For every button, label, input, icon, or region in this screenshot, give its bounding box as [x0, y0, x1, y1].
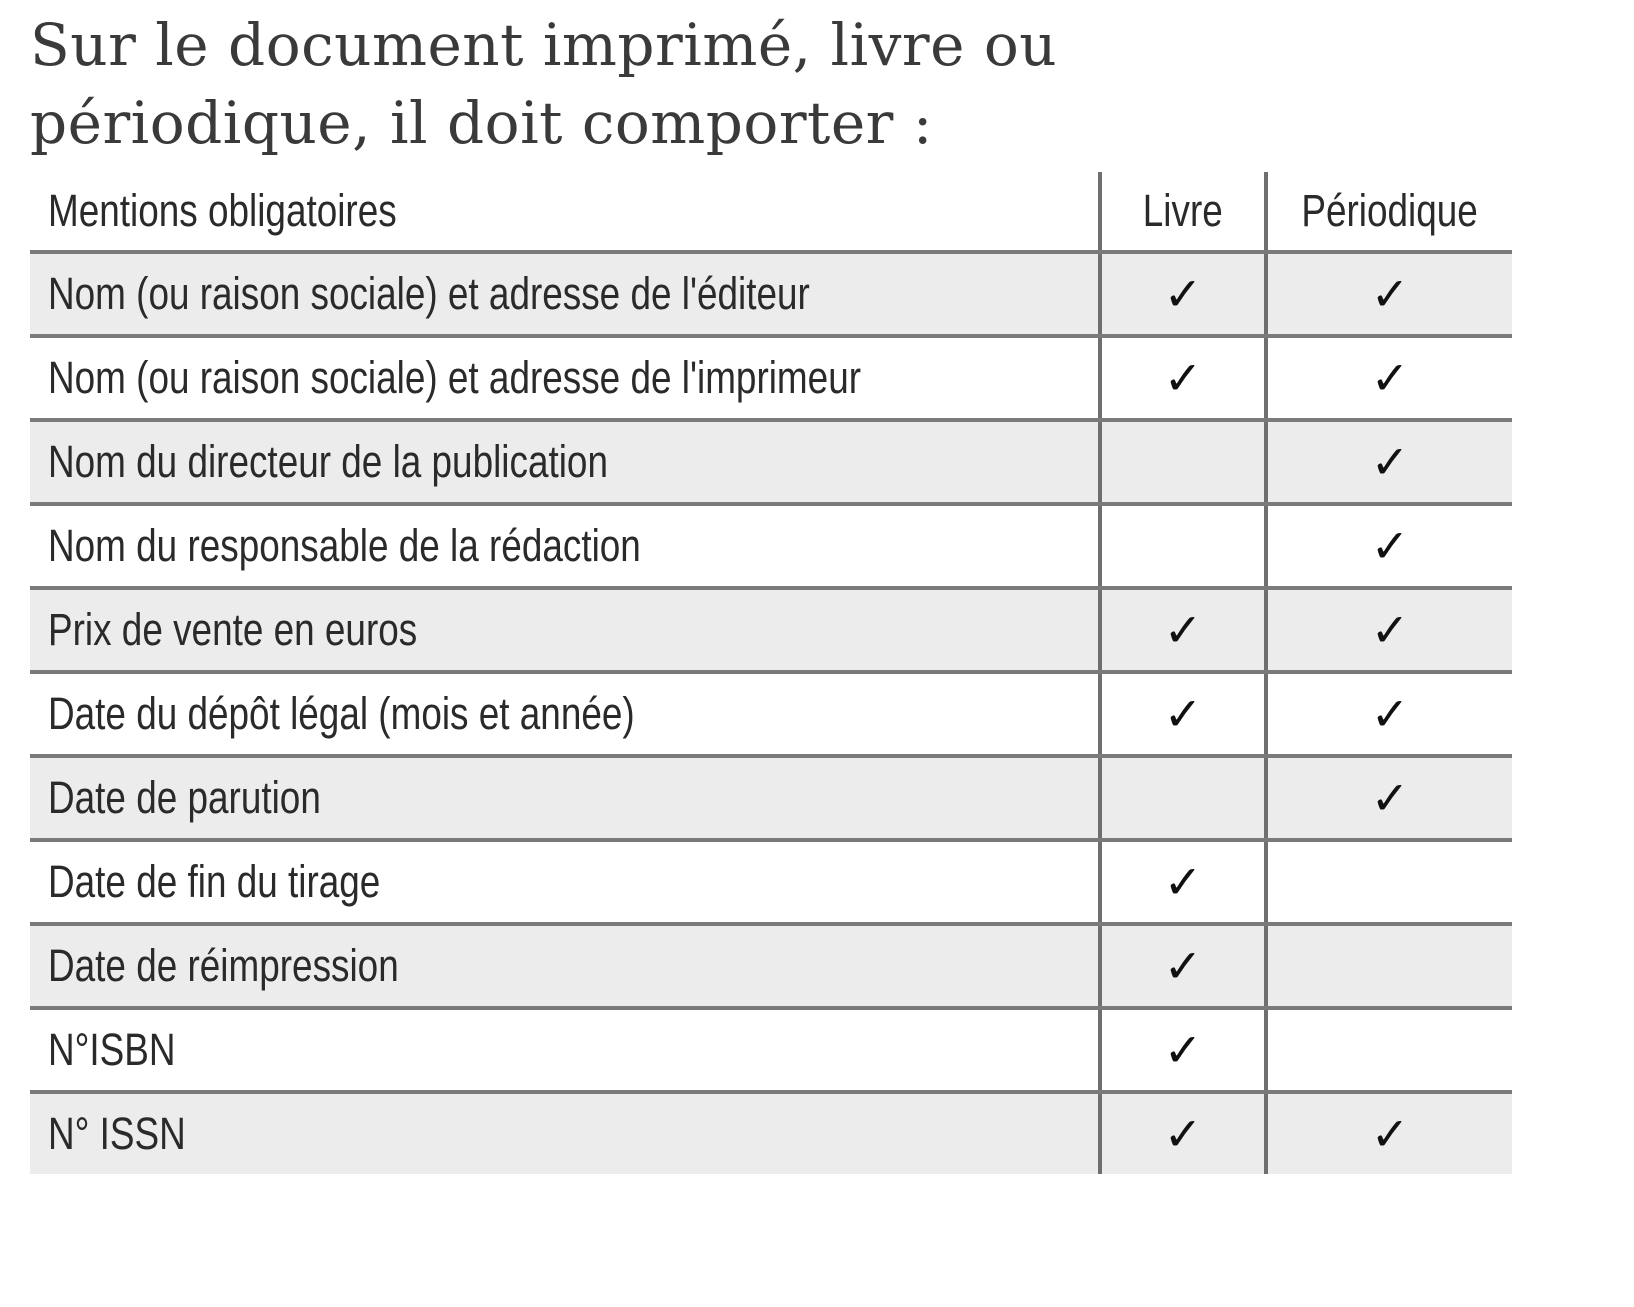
table-row: Nom (ou raison sociale) et adresse de l'imprimeur ✓ ✓ — [30, 338, 1512, 418]
table-row: N° ISSN ✓ ✓ — [30, 1094, 1512, 1174]
table-row: Date de parution ✓ — [30, 758, 1512, 838]
check-icon: ✓ — [1163, 1107, 1203, 1161]
header-livre: Livre — [1098, 172, 1264, 250]
check-icon: ✓ — [1370, 1107, 1410, 1161]
check-icon: ✓ — [1370, 519, 1410, 573]
table-row: Date de fin du tirage ✓ — [30, 842, 1512, 922]
table-row: Nom du responsable de la rédaction ✓ — [30, 506, 1512, 586]
title-line-1: Sur le document imprimé, livre ou — [30, 11, 1058, 79]
header-mentions: Mentions obligatoires — [48, 185, 397, 236]
check-icon: ✓ — [1370, 267, 1410, 321]
check-icon: ✓ — [1163, 1023, 1203, 1077]
title-line-2: périodique, il doit comporter : — [30, 89, 933, 157]
check-icon: ✓ — [1370, 771, 1410, 825]
page-title — [30, 6, 1057, 162]
check-icon: ✓ — [1370, 435, 1410, 489]
table-header-row — [30, 172, 1512, 250]
table-row: Nom (ou raison sociale) et adresse de l'éditeur ✓ ✓ — [30, 254, 1512, 334]
table-row: Nom du directeur de la publication ✓ — [30, 422, 1512, 502]
check-icon: ✓ — [1163, 855, 1203, 909]
mandatory-mentions-table — [30, 172, 1512, 1174]
check-icon: ✓ — [1163, 267, 1203, 321]
check-icon: ✓ — [1163, 687, 1203, 741]
check-icon: ✓ — [1163, 939, 1203, 993]
check-icon: ✓ — [1370, 603, 1410, 657]
check-icon: ✓ — [1370, 687, 1410, 741]
check-icon: ✓ — [1163, 603, 1203, 657]
header-periodique: Périodique — [1264, 172, 1512, 250]
table-row: Prix de vente en euros ✓ ✓ — [30, 590, 1512, 670]
table-row: Date du dépôt légal (mois et année) ✓ ✓ — [30, 674, 1512, 754]
table-row: Date de réimpression ✓ — [30, 926, 1512, 1006]
check-icon: ✓ — [1370, 351, 1410, 405]
check-icon: ✓ — [1163, 351, 1203, 405]
table-row: N°ISBN ✓ — [30, 1010, 1512, 1090]
